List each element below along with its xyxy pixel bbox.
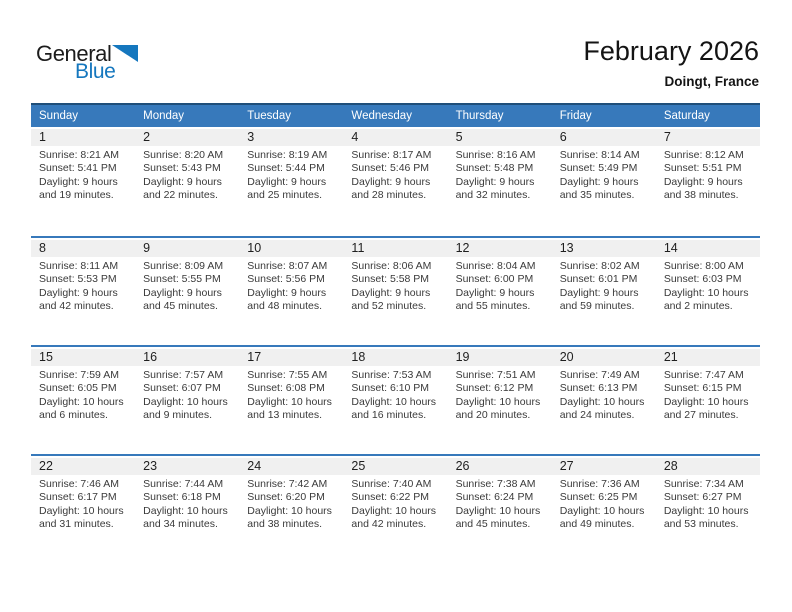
day-cell xyxy=(552,260,656,314)
day-info-row xyxy=(31,369,760,423)
day-cell xyxy=(135,260,239,314)
daylight-text: Daylight: 9 hours and 42 minutes. xyxy=(39,286,118,313)
daylight-text: Daylight: 9 hours and 52 minutes. xyxy=(351,286,431,313)
day-cell xyxy=(448,478,552,532)
daylight-text: Daylight: 10 hours and 9 minutes. xyxy=(143,395,228,422)
sunrise-text: Sunrise: 8:00 AM xyxy=(663,260,744,272)
day-number: 25 xyxy=(351,459,366,473)
daylight-text: Daylight: 9 hours and 48 minutes. xyxy=(247,286,327,313)
sunrise-text: Sunrise: 8:07 AM xyxy=(247,260,328,272)
sunset-text: Sunset: 5:46 PM xyxy=(351,162,430,175)
daylight-text: Daylight: 10 hours and 42 minutes. xyxy=(351,504,437,531)
day-cell xyxy=(343,478,447,532)
weekday-header-monday: Monday xyxy=(143,110,185,122)
sunrise-text: Sunrise: 7:59 AM xyxy=(39,369,119,381)
day-number: 22 xyxy=(39,459,53,473)
day-number: 2 xyxy=(143,130,151,144)
day-number: 23 xyxy=(143,459,158,473)
sunrise-text: Sunrise: 8:16 AM xyxy=(455,149,536,161)
day-number: 21 xyxy=(663,350,678,364)
day-number: 26 xyxy=(455,459,470,473)
sunset-text: Sunset: 6:27 PM xyxy=(663,491,742,504)
week-row xyxy=(31,345,760,454)
day-cell xyxy=(343,149,447,203)
day-number: 8 xyxy=(39,241,46,255)
daylight-text: Daylight: 9 hours and 38 minutes. xyxy=(663,175,743,202)
day-cell xyxy=(552,478,656,532)
day-number: 3 xyxy=(247,130,255,144)
day-cell xyxy=(135,369,239,423)
day-number: 24 xyxy=(247,459,262,473)
day-cell xyxy=(343,369,447,423)
sunset-text: Sunset: 5:51 PM xyxy=(663,162,742,175)
weekday-header-wednesday: Wednesday xyxy=(351,110,412,122)
general-blue-logo xyxy=(36,41,138,83)
daylight-text: Daylight: 10 hours and 16 minutes. xyxy=(351,395,437,422)
sunrise-text: Sunrise: 7:53 AM xyxy=(351,369,432,381)
sunset-text: Sunset: 6:18 PM xyxy=(143,491,221,504)
sunset-text: Sunset: 5:48 PM xyxy=(455,162,534,175)
sunrise-text: Sunrise: 7:36 AM xyxy=(559,478,640,490)
page-title: February 2026 xyxy=(583,36,759,66)
sunset-text: Sunset: 6:22 PM xyxy=(351,491,430,504)
day-number: 7 xyxy=(663,130,671,144)
sunset-text: Sunset: 5:56 PM xyxy=(247,273,325,286)
day-number-stripe xyxy=(31,458,760,475)
logo-triangle-icon xyxy=(112,45,138,67)
day-number: 9 xyxy=(143,241,151,255)
day-cell xyxy=(31,149,135,203)
sunrise-text: Sunrise: 8:19 AM xyxy=(247,149,328,161)
weekday-header-thursday: Thursday xyxy=(455,110,504,122)
day-cell xyxy=(448,260,552,314)
day-number: 20 xyxy=(559,350,574,364)
daylight-text: Daylight: 10 hours and 49 minutes. xyxy=(559,504,645,531)
sunrise-text: Sunrise: 7:46 AM xyxy=(39,478,119,490)
sunrise-text: Sunrise: 7:40 AM xyxy=(351,478,432,490)
sunset-text: Sunset: 6:12 PM xyxy=(455,382,534,395)
day-cell xyxy=(239,478,343,532)
sunrise-text: Sunrise: 7:57 AM xyxy=(143,369,224,381)
day-cell xyxy=(239,369,343,423)
calendar-grid xyxy=(31,127,760,563)
daylight-text: Daylight: 9 hours and 35 minutes. xyxy=(559,175,639,202)
weekday-header-friday: Friday xyxy=(559,110,592,122)
daylight-text: Daylight: 10 hours and 20 minutes. xyxy=(455,395,541,422)
sunset-text: Sunset: 6:15 PM xyxy=(663,382,742,395)
daylight-text: Daylight: 10 hours and 45 minutes. xyxy=(455,504,541,531)
sunset-text: Sunset: 6:25 PM xyxy=(559,491,638,504)
day-number-stripe xyxy=(31,129,760,146)
daylight-text: Daylight: 9 hours and 19 minutes. xyxy=(39,175,118,202)
daylight-text: Daylight: 9 hours and 28 minutes. xyxy=(351,175,431,202)
sunset-text: Sunset: 6:07 PM xyxy=(143,382,221,395)
daylight-text: Daylight: 10 hours and 31 minutes. xyxy=(39,504,124,531)
sunset-text: Sunset: 6:13 PM xyxy=(559,382,638,395)
day-cell xyxy=(656,260,760,314)
week-row xyxy=(31,236,760,345)
day-number: 6 xyxy=(559,130,567,144)
week-row xyxy=(31,127,760,236)
sunrise-text: Sunrise: 7:49 AM xyxy=(559,369,640,381)
sunset-text: Sunset: 5:41 PM xyxy=(39,162,117,175)
day-cell xyxy=(656,478,760,532)
day-number: 14 xyxy=(663,241,678,255)
daylight-text: Daylight: 9 hours and 59 minutes. xyxy=(559,286,639,313)
day-cell xyxy=(552,369,656,423)
day-number: 13 xyxy=(559,241,574,255)
daylight-text: Daylight: 10 hours and 24 minutes. xyxy=(559,395,645,422)
sunset-text: Sunset: 6:08 PM xyxy=(247,382,325,395)
day-cell xyxy=(135,149,239,203)
location-subtitle: Doingt, France xyxy=(664,74,759,89)
logo-text-blue: Blue xyxy=(75,60,116,83)
day-number: 19 xyxy=(455,350,470,364)
sunset-text: Sunset: 6:24 PM xyxy=(455,491,534,504)
sunset-text: Sunset: 6:00 PM xyxy=(455,273,534,286)
day-number: 5 xyxy=(455,130,463,144)
sunrise-text: Sunrise: 7:44 AM xyxy=(143,478,224,490)
sunset-text: Sunset: 5:55 PM xyxy=(143,273,221,286)
daylight-text: Daylight: 10 hours and 13 minutes. xyxy=(247,395,332,422)
sunrise-text: Sunrise: 8:17 AM xyxy=(351,149,432,161)
sunrise-text: Sunrise: 8:14 AM xyxy=(559,149,640,161)
day-number: 11 xyxy=(351,241,365,255)
sunrise-text: Sunrise: 7:55 AM xyxy=(247,369,328,381)
sunset-text: Sunset: 5:43 PM xyxy=(143,162,221,175)
daylight-text: Daylight: 9 hours and 55 minutes. xyxy=(455,286,535,313)
sunset-text: Sunset: 5:53 PM xyxy=(39,273,117,286)
sunrise-text: Sunrise: 7:34 AM xyxy=(663,478,744,490)
sunset-text: Sunset: 6:10 PM xyxy=(351,382,430,395)
daylight-text: Daylight: 10 hours and 27 minutes. xyxy=(663,395,749,422)
daylight-text: Daylight: 9 hours and 45 minutes. xyxy=(143,286,222,313)
day-number: 18 xyxy=(351,350,366,364)
sunset-text: Sunset: 6:05 PM xyxy=(39,382,117,395)
day-cell xyxy=(31,478,135,532)
daylight-text: Daylight: 10 hours and 2 minutes. xyxy=(663,286,749,313)
calendar-table xyxy=(31,103,760,563)
weekday-header-sunday: Sunday xyxy=(39,110,79,122)
day-number: 16 xyxy=(143,350,158,364)
day-cell xyxy=(31,369,135,423)
sunrise-text: Sunrise: 8:02 AM xyxy=(559,260,640,272)
day-cell xyxy=(239,260,343,314)
sunrise-text: Sunrise: 7:38 AM xyxy=(455,478,536,490)
day-number: 27 xyxy=(559,459,574,473)
week-row xyxy=(31,454,760,563)
sunset-text: Sunset: 6:20 PM xyxy=(247,491,325,504)
day-cell xyxy=(656,149,760,203)
day-cell xyxy=(343,260,447,314)
sunset-text: Sunset: 6:03 PM xyxy=(663,273,742,286)
day-number: 10 xyxy=(247,241,262,255)
day-cell xyxy=(552,149,656,203)
sunset-text: Sunset: 6:01 PM xyxy=(559,273,638,286)
daylight-text: Daylight: 9 hours and 32 minutes. xyxy=(455,175,535,202)
day-number: 15 xyxy=(39,350,53,364)
day-cell xyxy=(656,369,760,423)
day-cell xyxy=(31,260,135,314)
sunset-text: Sunset: 5:49 PM xyxy=(559,162,638,175)
weekday-header-row xyxy=(31,103,760,127)
day-cell xyxy=(239,149,343,203)
sunrise-text: Sunrise: 8:21 AM xyxy=(39,149,119,161)
weekday-header-saturday: Saturday xyxy=(663,110,710,122)
sunrise-text: Sunrise: 8:04 AM xyxy=(455,260,536,272)
day-info-row xyxy=(31,149,760,203)
day-number: 12 xyxy=(455,241,470,255)
daylight-text: Daylight: 10 hours and 6 minutes. xyxy=(39,395,124,422)
day-number-stripe xyxy=(31,349,760,366)
sunrise-text: Sunrise: 8:12 AM xyxy=(663,149,744,161)
sunset-text: Sunset: 5:58 PM xyxy=(351,273,430,286)
day-number: 1 xyxy=(39,130,46,144)
daylight-text: Daylight: 9 hours and 25 minutes. xyxy=(247,175,327,202)
day-number: 17 xyxy=(247,350,262,364)
sunrise-text: Sunrise: 8:06 AM xyxy=(351,260,432,272)
logo-text-general: General xyxy=(36,41,112,66)
daylight-text: Daylight: 10 hours and 38 minutes. xyxy=(247,504,332,531)
day-info-row xyxy=(31,478,760,532)
sunset-text: Sunset: 6:17 PM xyxy=(39,491,117,504)
daylight-text: Daylight: 9 hours and 22 minutes. xyxy=(143,175,222,202)
sunrise-text: Sunrise: 7:42 AM xyxy=(247,478,328,490)
day-number-stripe xyxy=(31,240,760,257)
day-info-row xyxy=(31,260,760,314)
day-cell xyxy=(135,478,239,532)
sunset-text: Sunset: 5:44 PM xyxy=(247,162,325,175)
sunrise-text: Sunrise: 8:09 AM xyxy=(143,260,224,272)
sunrise-text: Sunrise: 8:20 AM xyxy=(143,149,224,161)
day-cell xyxy=(448,369,552,423)
weekday-header-tuesday: Tuesday xyxy=(247,110,291,122)
day-number: 28 xyxy=(663,459,678,473)
sunrise-text: Sunrise: 7:47 AM xyxy=(663,369,744,381)
daylight-text: Daylight: 10 hours and 53 minutes. xyxy=(663,504,749,531)
day-cell xyxy=(448,149,552,203)
sunrise-text: Sunrise: 7:51 AM xyxy=(455,369,536,381)
daylight-text: Daylight: 10 hours and 34 minutes. xyxy=(143,504,228,531)
day-number: 4 xyxy=(351,130,359,144)
sunrise-text: Sunrise: 8:11 AM xyxy=(39,260,119,272)
